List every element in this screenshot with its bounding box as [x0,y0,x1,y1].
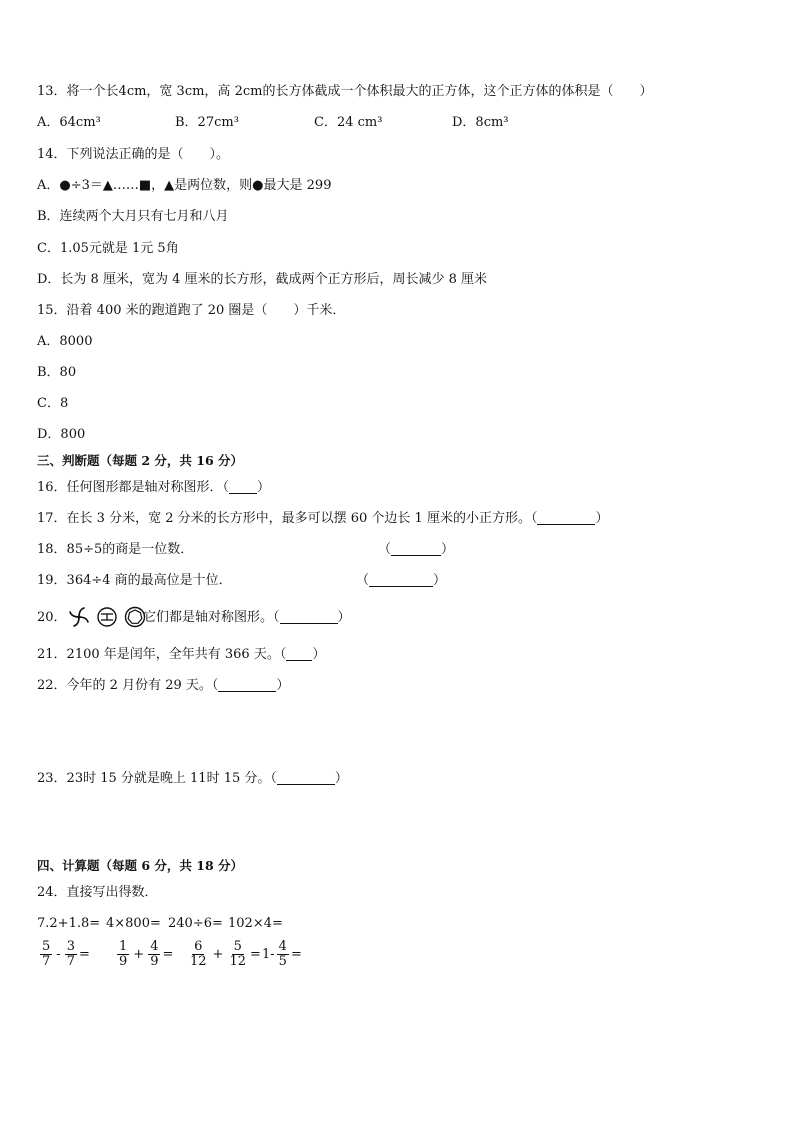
q14-option-d: D．长为 8 厘米，宽为 4 厘米的长方形，截成两个正方形后，周长减少 8 厘米 [37,272,488,287]
answer-blank[interactable] [277,770,335,785]
q14-option-c: C．1.05元就是 1元 5角 [37,241,179,256]
fraction [65,940,77,969]
question-13-stem: 13．将一个长4cm，宽 3cm，高 2cm的长方体截成一个体积最大的正方体，这个正方体的体积是（ ） [37,84,653,99]
circle-symbol-icon [96,606,118,628]
q19-close: ） [433,573,447,588]
denominator: 5 [278,954,287,969]
q21-close: ） [312,647,326,662]
denominator: 9 [119,954,128,969]
section-4-title: 四、计算题（每题 6 分，共 18 分） [37,858,244,873]
q17-close: ） [595,511,609,526]
denominator: 7 [42,954,51,969]
calc-item: 7.2+1.8= [37,916,101,931]
fraction-expression-1 [38,940,90,969]
q18-open: （ [378,542,392,557]
q14-option-a: A．●÷3＝▲……■，▲是两位数，则●最大是 299 [37,178,332,193]
question-18-answer [378,541,454,559]
numerator: 5 [233,939,242,954]
q23-text: 23．23时 15 分就是晚上 11时 15 分。（ [37,771,277,786]
denominator: 12 [229,954,246,969]
numerator: 1 [119,939,128,954]
answer-blank[interactable] [391,541,441,556]
numerator: 3 [66,939,75,954]
q15-option-a: A．8000 [37,334,93,349]
numerator: 4 [278,939,287,954]
fraction [277,940,289,969]
question-18-text: 18．85÷5的商是一位数． [37,542,194,557]
question-19-text: 19．364÷4 商的最高位是十位． [37,573,232,588]
equals-sign: = [290,947,302,962]
operator: + [212,947,224,962]
q15-option-c: C．8 [37,396,69,411]
denominator: 7 [66,954,75,969]
question-19-answer [356,572,446,590]
denominator: 9 [150,954,159,969]
answer-blank[interactable] [218,677,276,692]
question-24-stem: 24．直接写出得数． [37,885,158,900]
section-3-title: 三、判断题（每题 2 分，共 16 分） [37,453,244,468]
q22-text: 22．今年的 2 月份有 29 天。（ [37,678,219,693]
equals-sign: = [250,947,261,962]
answer-blank[interactable] [280,609,338,624]
numerator: 5 [42,939,51,954]
q21-text: 21．2100 年是闰年，全年共有 366 天。（ [37,647,287,662]
q13-option-c: C．24 cm³ [314,115,383,130]
operator: - [56,947,61,962]
pinwheel-icon [68,606,90,628]
q13-option-a: A．64cm³ [37,115,101,130]
fraction [117,940,129,969]
answer-blank[interactable] [286,646,312,661]
q16-close: ） [257,480,271,495]
answer-blank[interactable] [229,479,257,494]
denominator: 12 [190,954,207,969]
q23-close: ） [334,771,348,786]
q17-text: 17．在长 3 分米，宽 2 分米的长方形中，最多可以摆 60 个边长 1 厘米的小正方形。（ [37,511,538,526]
fraction-expression-2 [115,940,173,969]
q15-option-b: B．80 [37,365,77,380]
q20-close: ） [337,610,351,625]
fraction [188,940,209,969]
answer-blank[interactable] [537,510,595,525]
q16-text: 16．任何图形都是轴对称图形．（ [37,480,230,495]
operator: + [133,947,145,962]
q15-option-d: D．800 [37,427,86,442]
answer-blank[interactable] [369,572,433,587]
question-20-number: 20． [37,610,67,625]
q20-figures [68,604,146,630]
q13-option-b: B．27cm³ [175,115,239,130]
question-16 [37,479,270,497]
fraction-expression-3 [186,940,261,969]
calc-item: 4×800= [106,916,161,931]
q22-close: ） [276,678,290,693]
q20-text: 它们都是轴对称图形。（ [143,610,280,625]
q18-close: ） [441,542,455,557]
equals-sign: = [162,947,174,962]
equals-sign: = [78,947,90,962]
question-22 [37,677,289,695]
calc-item: 240÷6= [168,916,223,931]
q14-option-b: B．连续两个大月只有七月和八月 [37,209,229,224]
calc-item: 102×4= [228,916,283,931]
prefix-term: 1- [262,947,275,962]
fraction-expression-4 [262,940,302,969]
q13-option-d: D．8cm³ [452,115,509,130]
question-15-stem: 15．沿着 400 米的跑道跑了 20 圈是（ ）千米． [37,303,346,318]
question-17 [37,510,608,528]
fraction [40,940,52,969]
q19-open: （ [356,573,370,588]
fraction [227,940,248,969]
numerator: 4 [150,939,159,954]
question-23 [37,770,348,788]
numerator: 6 [194,939,203,954]
question-20-text [143,609,351,627]
question-21 [37,646,325,664]
fraction [148,940,160,969]
question-14-stem: 14．下列说法正确的是（ ）。 [37,147,230,162]
